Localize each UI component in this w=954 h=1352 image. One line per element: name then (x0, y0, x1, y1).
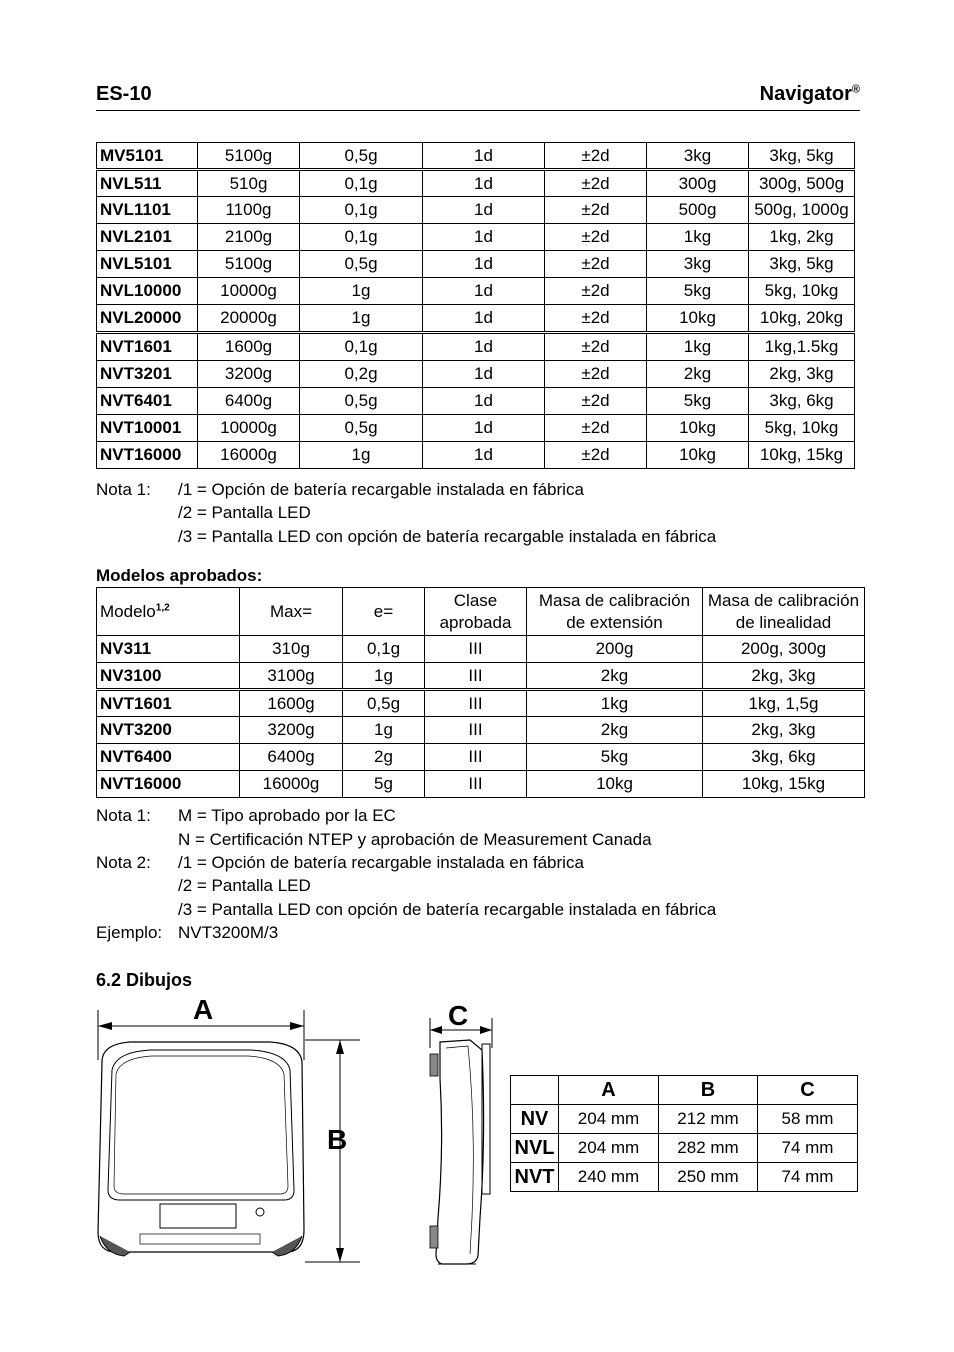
value-cell: 1kg, 2kg (749, 224, 855, 251)
model-cell: MV5101 (97, 143, 198, 170)
value-cell: 1kg, 1,5g (703, 690, 865, 717)
header-lin-mass (703, 588, 865, 636)
value-cell: ±2d (545, 361, 647, 388)
value-cell: 2kg, 3kg (749, 361, 855, 388)
approved-header-row (97, 588, 865, 636)
dims-header-cell: C (758, 1076, 858, 1105)
value-cell: 1d (423, 442, 545, 469)
approved-row (97, 771, 865, 798)
value-cell: 3kg, 6kg (749, 388, 855, 415)
value-cell: 200g, 300g (703, 636, 865, 663)
value-cell: ±2d (545, 224, 647, 251)
value-cell: 1g (343, 717, 425, 744)
value-cell: 3kg (647, 251, 749, 278)
drawings-title: 6.2 Dibujos (96, 970, 193, 990)
model-cell: NV3100 (97, 663, 240, 690)
value-cell: III (425, 744, 527, 771)
dimension-c-letter: C (448, 1000, 469, 1031)
value-cell: 2kg, 3kg (703, 663, 865, 690)
model-cell: NVT16000 (97, 771, 240, 798)
model-cell: NVL5101 (97, 251, 198, 278)
header-class-l2: aprobada (439, 612, 512, 632)
value-cell: 6400g (240, 744, 343, 771)
note-line: /1 = Opción de batería recargable instalada en fábrica (178, 480, 584, 499)
approved-row (97, 717, 865, 744)
page-header (96, 80, 860, 111)
note-1-line-3: /3 = Pantalla LED con opción de batería recargable instalada en fábrica (178, 527, 717, 546)
capacity-row (97, 197, 855, 224)
header-class (425, 588, 527, 636)
value-cell: 200g (527, 636, 703, 663)
header-class-l1: Clase (453, 590, 498, 610)
header-max: Max= (240, 588, 343, 636)
value-cell: 2kg (527, 717, 703, 744)
dimension-cell: 204 mm (559, 1134, 659, 1163)
value-cell: ±2d (545, 333, 647, 361)
value-cell: 5kg, 10kg (749, 415, 855, 442)
value-cell: 1g (343, 663, 425, 690)
note-label: Nota 1: (96, 480, 151, 499)
value-cell: 3200g (198, 361, 300, 388)
value-cell: 1d (423, 197, 545, 224)
capacity-row (97, 333, 855, 361)
capacity-table (96, 142, 855, 469)
value-cell: ±2d (545, 415, 647, 442)
value-cell: ±2d (545, 251, 647, 278)
note-line: M = Tipo aprobado por la EC (178, 806, 396, 825)
value-cell: 1kg (527, 690, 703, 717)
dimension-cell: 282 mm (659, 1134, 758, 1163)
capacity-row (97, 251, 855, 278)
registered-mark: ® (851, 83, 860, 96)
value-cell: 0,1g (300, 333, 423, 361)
header-model (97, 588, 240, 636)
value-cell: 1d (423, 361, 545, 388)
value-cell: 10kg, 20kg (749, 305, 855, 333)
value-cell: 3kg, 5kg (749, 143, 855, 170)
value-cell: 0,1g (300, 224, 423, 251)
value-cell: 20000g (198, 305, 300, 333)
value-cell: 10000g (198, 415, 300, 442)
value-cell: ±2d (545, 170, 647, 197)
value-cell: 0,5g (300, 388, 423, 415)
value-cell: III (425, 636, 527, 663)
value-cell: 5100g (198, 251, 300, 278)
dimension-b-letter: B (327, 1124, 348, 1155)
value-cell: ±2d (545, 197, 647, 224)
value-cell: 1d (423, 305, 545, 333)
model-cell: NVT3200 (97, 717, 240, 744)
value-cell: 510g (198, 170, 300, 197)
dimensions-table (510, 1075, 858, 1192)
value-cell: III (425, 717, 527, 744)
approved-models-title: Modelos aprobados: (96, 566, 263, 585)
value-cell: 0,1g (300, 197, 423, 224)
note-label: Nota 1: (96, 806, 151, 825)
dims-row (511, 1163, 858, 1192)
model-cell: NVL511 (97, 170, 198, 197)
dimension-cell: 58 mm (758, 1105, 858, 1134)
value-cell: 2kg (527, 663, 703, 690)
value-cell: 6400g (198, 388, 300, 415)
value-cell: 1d (423, 143, 545, 170)
value-cell: 10kg (527, 771, 703, 798)
value-cell: 1kg,1.5kg (749, 333, 855, 361)
capacity-row (97, 143, 855, 170)
value-cell: 5kg (527, 744, 703, 771)
model-cell: NVL10000 (97, 278, 198, 305)
value-cell: 310g (240, 636, 343, 663)
value-cell: III (425, 771, 527, 798)
header-model-sup: 1,2 (155, 601, 170, 613)
series-cell: NV (511, 1105, 559, 1134)
value-cell: ±2d (545, 388, 647, 415)
value-cell: 10kg (647, 442, 749, 469)
dimension-cell: 74 mm (758, 1134, 858, 1163)
approved-note-1 (96, 806, 396, 826)
dimension-cell: 240 mm (559, 1163, 659, 1192)
value-cell: 1d (423, 278, 545, 305)
note-label: Nota 2: (96, 853, 151, 872)
header-span-l2: de extensión (566, 612, 663, 632)
header-span-mass (527, 588, 703, 636)
value-cell: 1d (423, 388, 545, 415)
model-cell: NVT1601 (97, 690, 240, 717)
header-model-text: Modelo (100, 601, 156, 621)
value-cell: 10000g (198, 278, 300, 305)
approved-row (97, 744, 865, 771)
value-cell: 1600g (240, 690, 343, 717)
page-number: ES-10 (96, 83, 152, 105)
dimension-a-letter: A (193, 994, 214, 1025)
value-cell: 1g (300, 305, 423, 333)
model-cell: NVT3201 (97, 361, 198, 388)
approved-row (97, 690, 865, 717)
value-cell: ±2d (545, 305, 647, 333)
example-label: Ejemplo: (96, 923, 163, 942)
value-cell: 2g (343, 744, 425, 771)
model-cell: NVT10001 (97, 415, 198, 442)
value-cell: 300g, 500g (749, 170, 855, 197)
model-cell: NVT6400 (97, 744, 240, 771)
approved-models-table (96, 587, 865, 798)
model-cell: NVL2101 (97, 224, 198, 251)
value-cell: 5kg (647, 278, 749, 305)
series-cell: NVT (511, 1163, 559, 1192)
dims-header-cell: B (659, 1076, 758, 1105)
value-cell: 500g, 1000g (749, 197, 855, 224)
dims-header-row (511, 1076, 858, 1105)
header-span-l1: Masa de calibración (538, 590, 691, 610)
dimension-cell: 204 mm (559, 1105, 659, 1134)
value-cell: 3kg, 5kg (749, 251, 855, 278)
value-cell: III (425, 690, 527, 717)
capacity-row (97, 442, 855, 469)
value-cell: 1kg (647, 224, 749, 251)
value-cell: III (425, 663, 527, 690)
note-line: /1 = Opción de batería recargable instalada en fábrica (178, 853, 584, 872)
value-cell: 0,2g (300, 361, 423, 388)
value-cell: 1100g (198, 197, 300, 224)
value-cell: 1600g (198, 333, 300, 361)
document-title (760, 83, 860, 106)
model-cell: NVT16000 (97, 442, 198, 469)
model-cell: NV311 (97, 636, 240, 663)
value-cell: 5100g (198, 143, 300, 170)
value-cell: 300g (647, 170, 749, 197)
model-cell: NVT1601 (97, 333, 198, 361)
value-cell: 0,5g (343, 690, 425, 717)
capacity-row (97, 361, 855, 388)
value-cell: ±2d (545, 278, 647, 305)
example-value: NVT3200M/3 (178, 923, 279, 942)
approved-row (97, 636, 865, 663)
value-cell: 2100g (198, 224, 300, 251)
value-cell: 10kg, 15kg (749, 442, 855, 469)
value-cell: 5kg, 10kg (749, 278, 855, 305)
series-cell: NVL (511, 1134, 559, 1163)
approved-note-2 (96, 853, 584, 873)
capacity-row (97, 388, 855, 415)
capacity-row (97, 278, 855, 305)
note-1-line-2: /2 = Pantalla LED (178, 503, 311, 522)
header-lin-l1: Masa de calibración (707, 590, 860, 610)
value-cell: 3kg, 6kg (703, 744, 865, 771)
capacity-row (97, 224, 855, 251)
dims-header-cell (511, 1076, 559, 1105)
value-cell: 1kg (647, 333, 749, 361)
value-cell: 5g (343, 771, 425, 798)
dims-header-cell: A (559, 1076, 659, 1105)
value-cell: ±2d (545, 143, 647, 170)
value-cell: 3200g (240, 717, 343, 744)
value-cell: 2kg (647, 361, 749, 388)
capacity-row (97, 170, 855, 197)
value-cell: 10kg, 15kg (703, 771, 865, 798)
dims-row (511, 1105, 858, 1134)
value-cell: 0,1g (300, 170, 423, 197)
approved-note-2-line-2: /2 = Pantalla LED (178, 876, 311, 895)
value-cell: 1d (423, 415, 545, 442)
value-cell: 500g (647, 197, 749, 224)
value-cell: 1g (300, 278, 423, 305)
model-cell: NVL20000 (97, 305, 198, 333)
value-cell: 1d (423, 170, 545, 197)
capacity-row (97, 305, 855, 333)
dimension-cell: 250 mm (659, 1163, 758, 1192)
value-cell: 1g (300, 442, 423, 469)
capacity-row (97, 415, 855, 442)
value-cell: 10kg (647, 305, 749, 333)
value-cell: 0,5g (300, 415, 423, 442)
dimension-cell: 74 mm (758, 1163, 858, 1192)
value-cell: 2kg, 3kg (703, 717, 865, 744)
example-line (96, 923, 278, 943)
value-cell: 1d (423, 251, 545, 278)
header-lin-l2: de linealidad (735, 612, 832, 632)
model-cell: NVT6401 (97, 388, 198, 415)
dims-row (511, 1134, 858, 1163)
value-cell: 0,1g (343, 636, 425, 663)
value-cell: 0,5g (300, 143, 423, 170)
value-cell: 3kg (647, 143, 749, 170)
note-1 (96, 480, 584, 500)
model-cell: NVL1101 (97, 197, 198, 224)
value-cell: 1d (423, 224, 545, 251)
value-cell: 16000g (240, 771, 343, 798)
approved-note-1-line-2: N = Certificación NTEP y aprobación de Measurement Canada (178, 830, 652, 849)
scale-side-view-drawing (420, 1018, 510, 1268)
value-cell: 1d (423, 333, 545, 361)
title-text: Navigator (759, 83, 852, 105)
value-cell: 5kg (647, 388, 749, 415)
approved-note-2-line-3: /3 = Pantalla LED con opción de batería recargable instalada en fábrica (178, 900, 717, 919)
value-cell: 10kg (647, 415, 749, 442)
dimension-cell: 212 mm (659, 1105, 758, 1134)
value-cell: 0,5g (300, 251, 423, 278)
value-cell: 3100g (240, 663, 343, 690)
value-cell: 16000g (198, 442, 300, 469)
header-e: e= (343, 588, 425, 636)
approved-row (97, 663, 865, 690)
value-cell: ±2d (545, 442, 647, 469)
